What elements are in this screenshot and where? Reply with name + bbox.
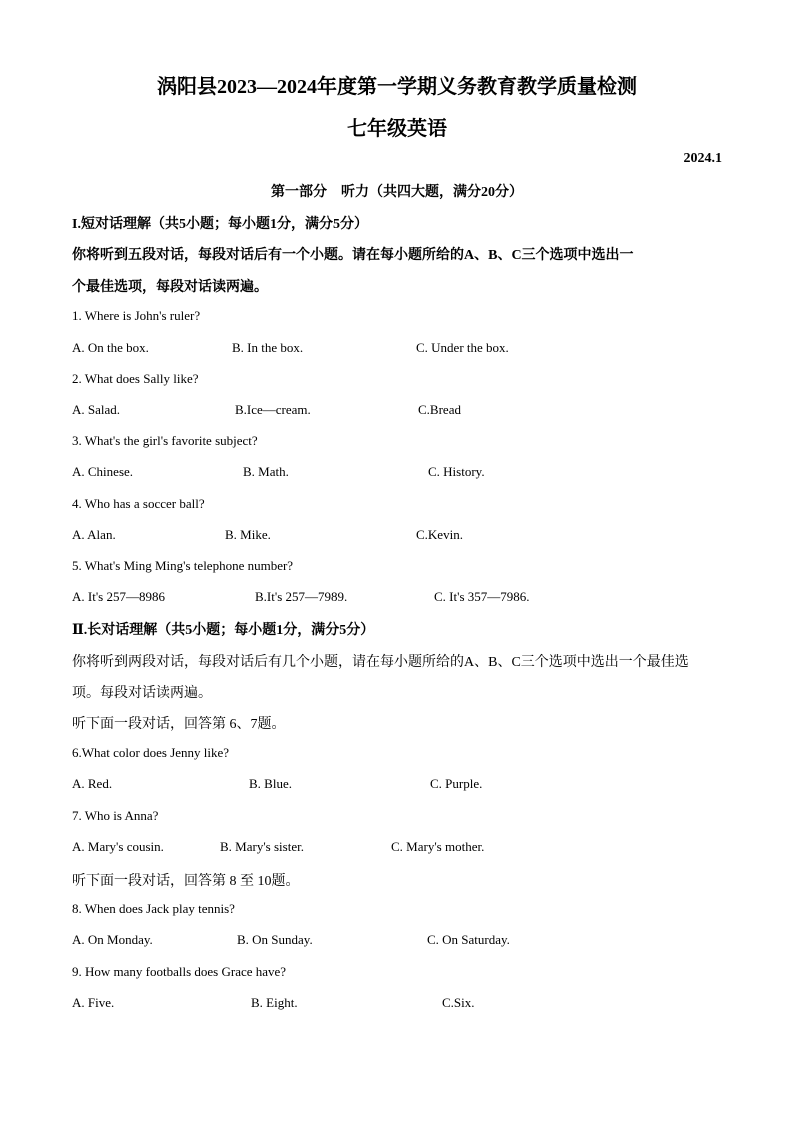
option-a: A. Chinese.: [72, 464, 134, 479]
question-9: 9. How many footballs does Grace have?: [72, 964, 287, 979]
option-c: C. Under the box.: [416, 340, 509, 355]
option-b: B. On Sunday.: [237, 932, 313, 947]
option-a: A. Alan.: [72, 527, 116, 542]
option-c: C. Mary's mother.: [391, 839, 485, 854]
option-a: A. On the box.: [72, 340, 149, 355]
section1-instruction: 你将听到五段对话，每段对话后有一个小题。请在每小题所给的A、B、C三个选项中选出一: [72, 248, 634, 263]
option-a: A. Five.: [72, 995, 115, 1010]
option-c: C. Purple.: [430, 776, 483, 791]
option-a: A. It's 257—8986: [72, 589, 165, 604]
exam-date: 2024.1: [683, 151, 722, 166]
question-3: 3. What's the girl's favorite subject?: [72, 433, 258, 448]
option-a: A. Red.: [72, 776, 113, 791]
section2-instruction: 你将听到两段对话，每段对话后有几个小题，请在每小题所给的A、B、C三个选项中选出一个最佳选: [72, 655, 689, 670]
option-c: C. History.: [428, 464, 485, 479]
option-b: B. Math.: [243, 464, 289, 479]
option-c: C.Bread: [418, 402, 461, 417]
listen-instruction: 听下面一段对话，回答第 6、7题。: [72, 717, 286, 732]
option-a: A. Salad.: [72, 402, 121, 417]
question-6: 6.What color does Jenny like?: [72, 745, 230, 760]
question-5: 5. What's Ming Ming's telephone number?: [72, 558, 294, 573]
section2-heading: Ⅱ.长对话理解（共5小题；每小题1分，满分5分）: [72, 623, 375, 638]
question-2: 2. What does Sally like?: [72, 371, 199, 386]
listen-instruction: 听下面一段对话，回答第 8 至 10题。: [72, 874, 300, 889]
question-1: 1. Where is John's ruler?: [72, 308, 201, 323]
section2-instruction: 项。每段对话读两遍。: [72, 686, 212, 701]
section1-heading: I.短对话理解（共5小题；每小题1分，满分5分）: [72, 217, 368, 232]
question-8: 8. When does Jack play tennis?: [72, 901, 235, 916]
option-b: B. Eight.: [251, 995, 298, 1010]
option-c: C.Six.: [442, 995, 475, 1010]
option-b: B. In the box.: [232, 340, 304, 355]
option-c: C. It's 357—7986.: [434, 589, 530, 604]
exam-subtitle: 七年级英语: [347, 118, 447, 140]
option-b: B.It's 257—7989.: [255, 589, 348, 604]
option-c: C. On Saturday.: [427, 932, 510, 947]
option-b: B. Mary's sister.: [220, 839, 304, 854]
option-b: B.Ice—cream.: [235, 402, 311, 417]
option-b: B. Mike.: [225, 527, 271, 542]
question-4: 4. Who has a soccer ball?: [72, 496, 205, 511]
option-a: A. On Monday.: [72, 932, 153, 947]
option-b: B. Blue.: [249, 776, 292, 791]
part1-heading: 第一部分 听力（共四大题，满分20分）: [271, 185, 523, 200]
section1-instruction: 个最佳选项，每段对话读两遍。: [72, 280, 268, 295]
option-c: C.Kevin.: [416, 527, 463, 542]
question-7: 7. Who is Anna?: [72, 808, 159, 823]
option-a: A. Mary's cousin.: [72, 839, 164, 854]
exam-title: 涡阳县2023—2024年度第一学期义务教育教学质量检测: [157, 76, 637, 98]
